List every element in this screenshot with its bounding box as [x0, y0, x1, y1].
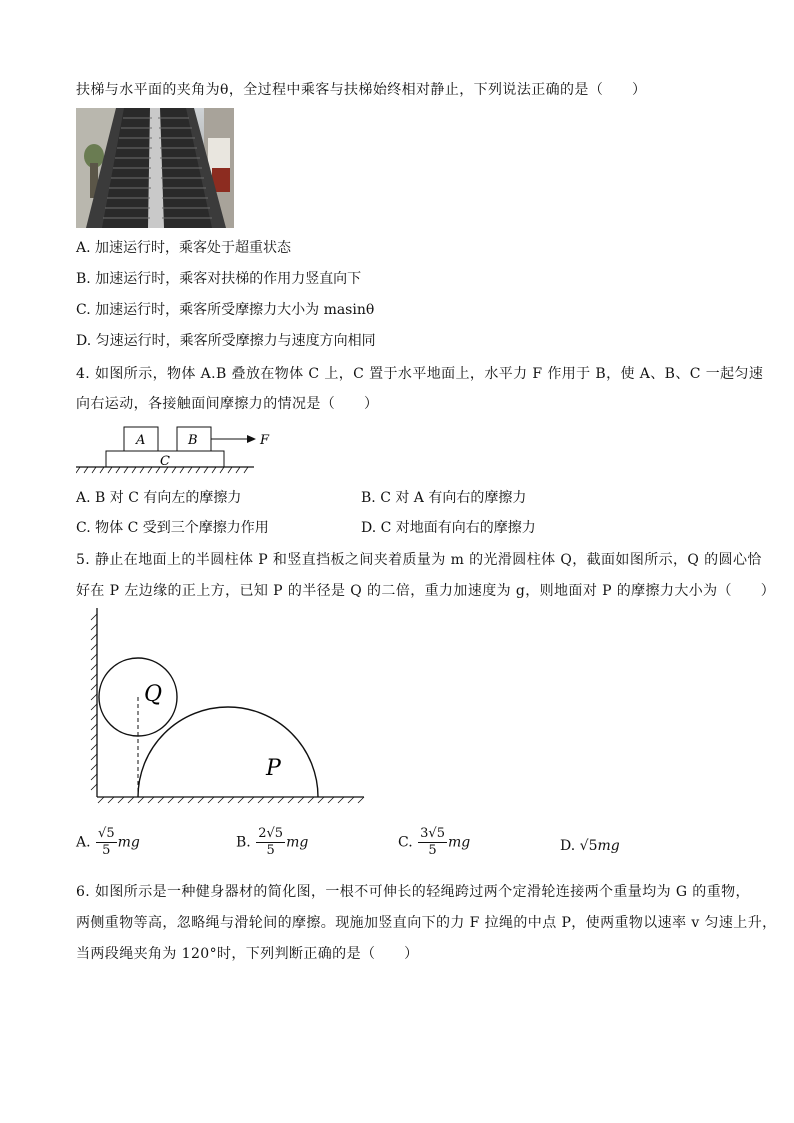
q4-stem-line2: 向右运动，各接触面间摩擦力的情况是（ ） — [76, 396, 379, 412]
q3-option-c: C. 加速运行时，乘客所受摩擦力大小为 masinθ — [76, 302, 375, 318]
force-f-label: F — [260, 433, 270, 448]
cylinder-p-label: P — [266, 756, 281, 781]
cylinder-q-label: Q — [144, 682, 163, 707]
q6-stem-line2: 两侧重物等高，忽略绳与滑轮间的摩擦。现施加竖直向下的力 F 拉绳的中点 P，使两重物以速率 v 匀速上升， — [76, 915, 777, 931]
q5-stem-line1: 5. 静止在地面上的半圆柱体 P 和竖直挡板之间夹着质量为 m 的光滑圆柱体 Q，截面如图所示，Q 的圆心恰 — [76, 552, 762, 568]
q3-option-b: B. 加速运行时，乘客对扶梯的作用力竖直向下 — [76, 271, 362, 287]
q5-option-b: B. $\frac{2√5}{5}$ mg — [236, 826, 309, 858]
q3-stem-tail: 扶梯与水平面的夹角为θ，全过程中乘客与扶梯始终相对静止，下列说法正确的是（ ） — [76, 82, 647, 98]
q3-option-a: A. 加速运行时，乘客处于超重状态 — [76, 240, 292, 256]
q5-option-a: A. $\frac{√5}{5}$ mg — [76, 826, 140, 858]
q4-option-c: C. 物体 C 受到三个摩擦力作用 — [76, 520, 269, 536]
block-c-label: C — [160, 454, 170, 469]
q4-option-a: A. B 对 C 有向左的摩擦力 — [76, 490, 242, 506]
q4-blocks-figure — [76, 422, 276, 478]
q6-stem-line1: 6. 如图所示是一种健身器材的简化图，一根不可伸长的轻绳跨过两个定滑轮连接两个重量均为 G 的重物， — [76, 884, 750, 900]
q5-option-c: C. $\frac{3√5}{5}$ mg — [398, 826, 471, 858]
q5-option-d: D. √5mg — [560, 838, 620, 854]
escalator-photo — [76, 108, 234, 228]
q6-stem-line3: 当两段绳夹角为 120°时，下列判断正确的是（ ） — [76, 946, 419, 962]
q5-stem-line2: 好在 P 左边缘的正上方，已知 P 的半径是 Q 的二倍，重力加速度为 g，则地面对 P 的摩擦力大小为（ ） — [76, 583, 776, 599]
q4-stem-line1: 4. 如图所示，物体 A.B 叠放在物体 C 上，C 置于水平地面上，水平力 F 作用于 B，使 A、B、C 一起匀速 — [76, 366, 764, 382]
q3-option-d: D. 匀速运行时，乘客所受摩擦力与速度方向相同 — [76, 333, 376, 349]
block-b-label: B — [188, 433, 198, 448]
q4-option-d: D. C 对地面有向右的摩擦力 — [361, 520, 536, 536]
block-a-label: A — [136, 433, 146, 448]
q4-option-b: B. C 对 A 有向右的摩擦力 — [361, 490, 527, 506]
q5-cylinders-figure — [88, 608, 370, 804]
